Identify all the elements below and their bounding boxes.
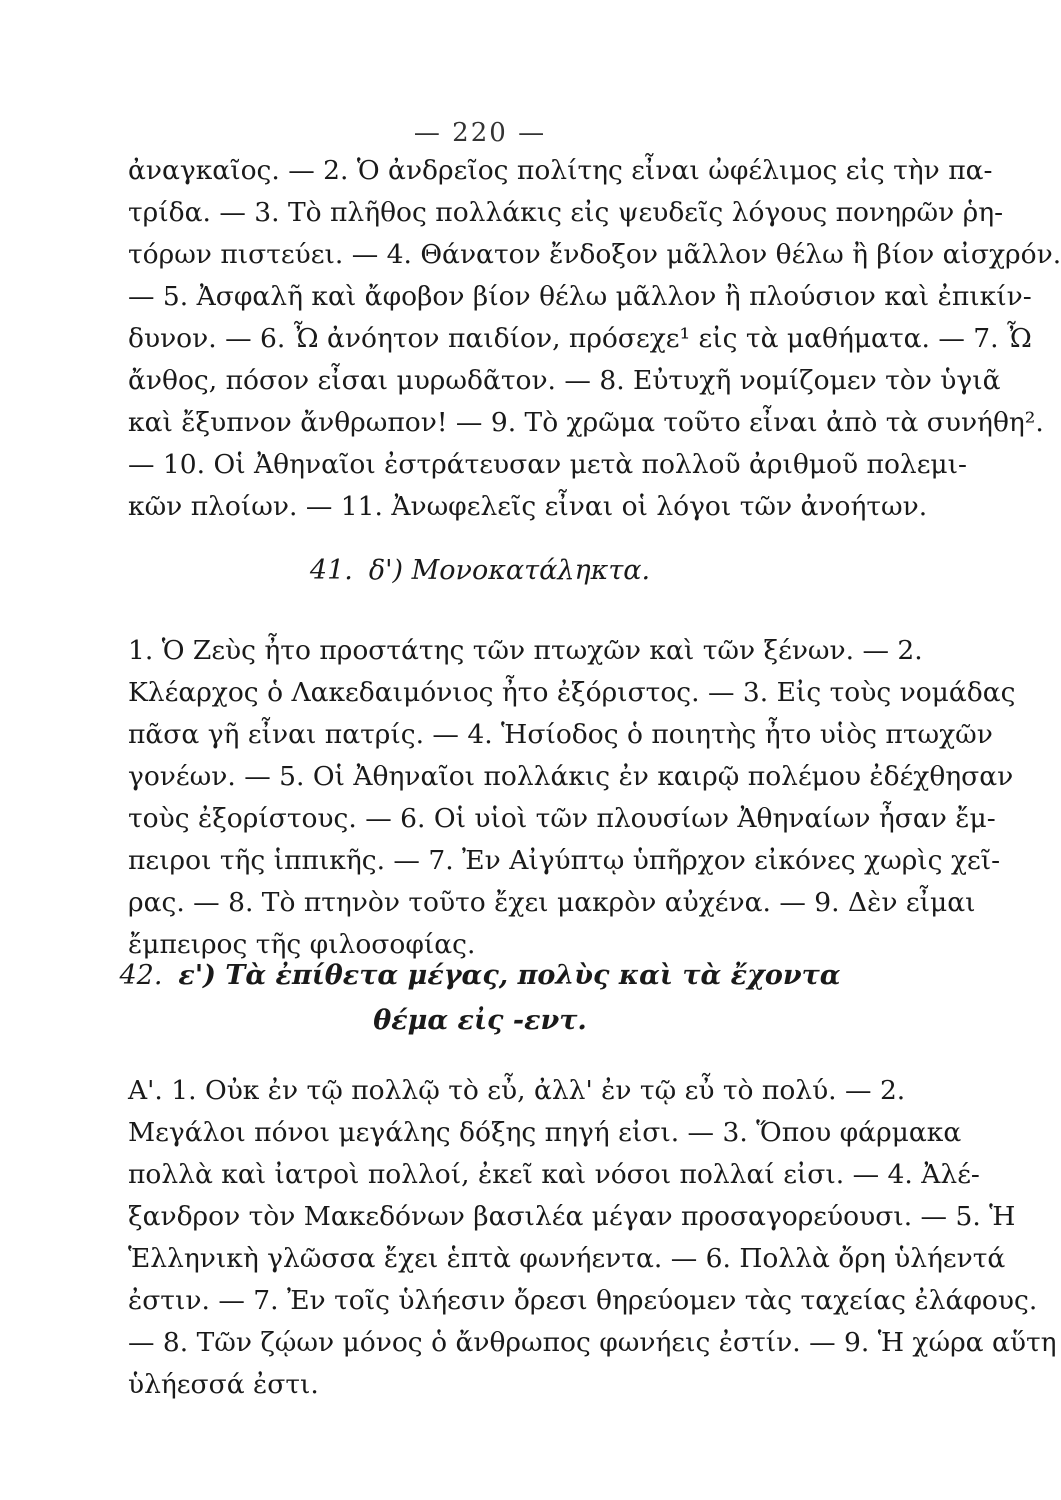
text-line: ἐστιν. — 7. Ἐν τοῖς ὑλήεσιν ὄρεσι θηρεύομεν τὰς ταχείας ἐλάφους. <box>128 1285 1038 1316</box>
section-title: δ') Μονοκατάληκτα. <box>368 555 651 586</box>
text-line: δυνον. — 6. Ὦ ἀνόητον παιδίον, πρόσεχε¹ εἰς τὰ μαθήματα. — 7. Ὦ <box>128 323 1032 354</box>
text-line: ἀναγκαῖος. — 2. Ὁ ἀνδρεῖος πολίτης εἶναι ὠφέλιμος εἰς τὴν πα- <box>128 155 993 186</box>
section-number: 42. <box>119 960 163 991</box>
section-number: 41. <box>309 555 353 586</box>
section-heading-41 <box>0 550 960 592</box>
text-line: ρας. — 8. Τὸ πτηνὸν τοῦτο ἔχει μακρὸν αὐχένα. — 9. Δὲν εἶμαι <box>128 887 976 918</box>
text-line: πολλὰ καὶ ἰατροὶ πολλοί, ἐκεῖ καὶ νόσοι πολλαί εἰσι. — 4. Ἀλέ- <box>128 1159 980 1190</box>
text-line: 1. Ὁ Ζεὺς ἦτο προστάτης τῶν πτωχῶν καὶ τῶν ξένων. — 2. <box>128 635 923 666</box>
text-line: — 8. Τῶν ζῴων μόνος ὁ ἄνθρωπος φωνήεις ἐστίν. — 9. Ἡ χώρα αὕτη <box>128 1327 1057 1358</box>
text-line: Ἑλληνικὴ γλῶσσα ἔχει ἑπτὰ φωνήεντα. — 6. Πολλὰ ὄρη ὑλήεντά <box>128 1243 1006 1274</box>
section-heading-42-line2 <box>0 1000 960 1042</box>
section-title-continued: θέμα εἰς -εντ. <box>373 1005 587 1036</box>
section-heading-42 <box>0 955 960 997</box>
text-line: ἔμπειρος τῆς φιλοσοφίας. <box>128 929 476 960</box>
text-line: ἄνθος, πόσον εἶσαι μυρωδᾶτον. — 8. Εὐτυχῆ νομίζομεν τὸν ὑγιᾶ <box>128 365 1001 396</box>
text-line: κῶν πλοίων. — 11. Ἀνωφελεῖς εἶναι οἱ λόγοι τῶν ἀνοήτων. <box>128 491 928 522</box>
text-line: ὑλήεσσά ἐστι. <box>128 1369 319 1400</box>
exercise-block-1 <box>128 150 1061 528</box>
text-line: Κλέαρχος ὁ Λακεδαιμόνιος ἦτο ἐξόριστος. — 3. Εἰς τοὺς νομάδας <box>128 677 1016 708</box>
section-title: ε') Τὰ ἐπίθετα μέγας, πολὺς καὶ τὰ ἔχοντα <box>178 960 841 991</box>
text-line: γονέων. — 5. Οἱ Ἀθηναῖοι πολλάκις ἐν καιρῷ πολέμου ἐδέχθησαν <box>128 761 1014 792</box>
text-line: Μεγάλοι πόνοι μεγάλης δόξης πηγή εἰσι. — 3. Ὅπου φάρμακα <box>128 1117 962 1148</box>
text-line: πᾶσα γῆ εἶναι πατρίς. — 4. Ἡσίοδος ὁ ποιητὴς ἦτο υἱὸς πτωχῶν <box>128 719 993 750</box>
text-line: καὶ ἔξυπνον ἄνθρωπον! — 9. Τὸ χρῶμα τοῦτο εἶναι ἀπὸ τὰ συνήθη². <box>128 407 1044 438</box>
text-line: πειροι τῆς ἱππικῆς. — 7. Ἐν Αἰγύπτῳ ὑπῆρχον εἰκόνες χωρὶς χεῖ- <box>128 845 1001 876</box>
text-line: τρίδα. — 3. Τὸ πλῆθος πολλάκις εἰς ψευδεῖς λόγους πονηρῶν ῥη- <box>128 197 1004 228</box>
text-line: Α'. 1. Οὐκ ἐν τῷ πολλῷ τὸ εὖ, ἀλλ' ἐν τῷ εὖ τὸ πολύ. — 2. <box>128 1075 906 1106</box>
exercise-block-2 <box>128 630 1016 966</box>
text-line: τοὺς ἐξορίστους. — 6. Οἱ υἱοὶ τῶν πλουσίων Ἀθηναίων ἦσαν ἔμ- <box>128 803 996 834</box>
text-line: ξανδρον τὸν Μακεδόνων βασιλέα μέγαν προσαγορεύουσι. — 5. Ἡ <box>128 1201 1016 1232</box>
text-line: τόρων πιστεύει. — 4. Θάνατον ἔνδοξον μᾶλλον θέλω ἢ βίον αἰσχρόν. <box>128 239 1061 270</box>
text-line: — 5. Ἀσφαλῆ καὶ ἄφοβον βίον θέλω μᾶλλον ἢ πλούσιον καὶ ἐπικίν- <box>128 281 1032 312</box>
text-line: — 10. Οἱ Ἀθηναῖοι ἐστράτευσαν μετὰ πολλοῦ ἀριθμοῦ πολεμι- <box>128 449 967 480</box>
exercise-block-3 <box>128 1070 1057 1406</box>
page-number: — 220 — <box>413 118 547 148</box>
